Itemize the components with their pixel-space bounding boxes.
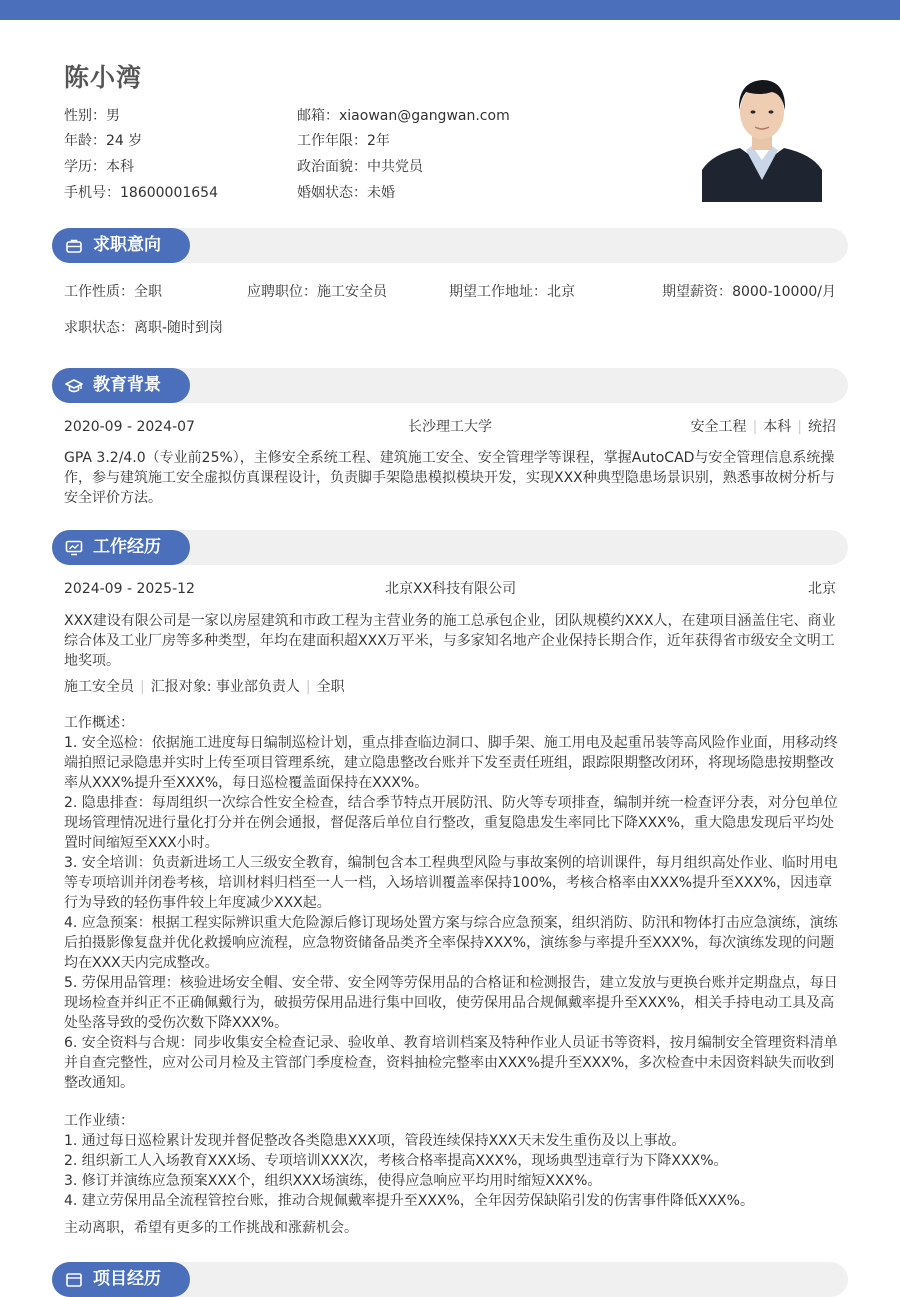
tag-separator: | (140, 679, 145, 695)
overview-item: 5. 劳保用品管理：核验进场安全帽、安全带、安全网等劳保用品的合格证和检测报告，建立发放与更换台账并定期盘点，每日现场检查并纠正不正确佩戴行为，破损劳保用品进行集中回收，使劳保用品合规佩戴率提升至XXX%，相关手持电动工具及高处坠落导致的受伤次数下降XXX%。 (64, 975, 838, 1031)
profile-photo (702, 70, 822, 202)
job-nature-value: 全职 (134, 284, 162, 300)
project-section-tab (52, 1262, 190, 1297)
company-name: 北京XX科技有限公司 (385, 581, 517, 597)
job-status-label: 求职状态： (64, 320, 134, 336)
applied-position-row (247, 283, 387, 301)
achievement-item: 1. 通过每日巡检累计发现并督促整改各类隐患XXX项，管段连续保持XXX天未发生重伤及以上事故。 (64, 1133, 686, 1149)
applied-position-value: 施工安全员 (317, 284, 387, 300)
work-overview-title: 工作概述： (64, 715, 134, 731)
overview-item: 6. 安全资料与合规：同步收集安全检查记录、验收单、教育培训档案及特种作业人员证书等资料，按月编制安全管理资料清单并自查完整性，应对公司月检及主管部门季度检查，资料抽检完整率由XXX%提升至XXX%，多次检查中未因资料缺失而收到整改通知。 (64, 1035, 838, 1091)
education-description: GPA 3.2/4.0（专业前25%），主修安全系统工程、建筑施工安全、安全管理学等课程，掌握AutoCAD与安全管理信息系统操作，参与建筑施工安全虚拟仿真课程设计，负责脚手架隐患模拟模块开发，实现XXX种典型隐患场景识别，熟悉事故树分析与安全评价方法。 (64, 450, 835, 506)
role-tag: 施工安全员 (64, 679, 134, 695)
top-accent-bar (0, 0, 900, 20)
overview-item: 1. 安全巡检：依据施工进度每日编制巡检计划，重点排查临边洞口、脚手架、施工用电及起重吊装等高风险作业面，用移动终端拍照记录隐患并实时上传至项目管理系统，建立隐患整改台账并下发至责任班组，跟踪限期整改闭环，将现场隐患按期整改率从XXX%提升至XXX%，每日巡检覆盖面保持在XXX%。 (64, 735, 838, 791)
applied-position-label: 应聘职位： (247, 284, 317, 300)
company-intro: XXX建设有限公司是一家以房屋建筑和市政工程为主营业务的施工总承包企业，团队规模约XXX人，在建项目涵盖住宅、商业综合体及工业厂房等多种类型，年均在建面积超XXX万平米，与多家知名地产企业保持长期合作，近年获得省市级安全文明工地奖项。 (64, 613, 836, 669)
work-section-title: 工作经历 (93, 537, 161, 557)
intent-section-title: 求职意向 (93, 235, 161, 255)
project-section-title: 项目经历 (93, 1269, 161, 1289)
gender-row (64, 107, 120, 125)
major-tag: 安全工程 (690, 419, 747, 435)
work-city: 北京 (808, 581, 836, 597)
overview-item: 2. 隐患排查：每周组织一次综合性安全检查，结合季节特点开展防汛、防火等专项排查，编制并统一检查评分表，对分包单位现场管理情况进行量化打分并在例会通报，督促落后单位自行整改，重复隐患发生率同比下降XXX%，重大隐患发现后平均处置时间缩短至XXX小时。 (64, 795, 838, 851)
work-overview (64, 713, 840, 1093)
job-nature-label: 工作性质： (64, 284, 134, 300)
work-section-tab (52, 530, 190, 565)
achievement-item: 4. 建立劳保用品全流程管控台账，推动合规佩戴率提升至XXX%，全年因劳保缺陷引发的伤害事件降低XXX%。 (64, 1193, 754, 1209)
work-achievements-list (64, 1131, 840, 1211)
education-tags (691, 418, 836, 436)
work-section-header (52, 530, 848, 565)
work-role-tags (64, 678, 345, 696)
work-achievements-title: 工作业绩： (64, 1113, 134, 1129)
education-level-label: 学历： (64, 159, 106, 175)
years-label: 工作年限： (297, 133, 367, 149)
expected-salary-value: 8000-10000/月 (732, 284, 836, 300)
school-name: 长沙理工大学 (408, 419, 492, 435)
education-section-tab (52, 368, 190, 403)
leave-reason: 主动离职，希望有更多的工作挑战和涨薪机会。 (64, 1220, 358, 1236)
political-value: 中共党员 (367, 159, 423, 175)
expected-location-row (449, 283, 575, 301)
intent-section-tab (52, 228, 190, 263)
tag-separator: | (797, 419, 802, 435)
intent-section-header (52, 228, 848, 263)
degree-tag: 本科 (763, 419, 792, 435)
political-label: 政治面貌： (297, 159, 367, 175)
report-to-tag: 汇报对象: 事业部负责人 (150, 679, 300, 695)
years-value: 2年 (367, 133, 390, 149)
enroll-tag: 统招 (808, 419, 836, 435)
years-row (297, 132, 390, 150)
overview-item: 4. 应急预案：根据工程实际辨识重大危险源后修订现场处置方案与综合应急预案，组织消防、防汛和物体打击应急演练，演练后拍摄影像复盘并优化救援响应流程，应急物资储备品类齐全率保持XXX%，演练参与率提升至XXX%，每次演练发现的问题均在XXX天内完成整改。 (64, 915, 838, 971)
overview-item: 3. 安全培训：负责新进场工人三级安全教育，编制包含本工程典型风险与事故案例的培训课件，每月组织高处作业、临时用电等专项培训并闭卷考核，培训材料归档至一人一档，入场培训覆盖率保持100%，考核合格率由XXX%提升至XXX%，因违章行为导致的轻伤事件较上年度减少XXX起。 (64, 855, 838, 911)
phone-value: 18600001654 (120, 185, 218, 201)
education-level-value: 本科 (106, 159, 134, 175)
marital-value: 未婚 (367, 185, 395, 201)
work-achievements (64, 1111, 840, 1211)
achievement-item: 2. 组织新工人入场教育XXX场、专项培训XXX次，考核合格率提高XXX%，现场典型违章行为下降XXX%。 (64, 1153, 728, 1169)
marital-label: 婚姻状态： (297, 185, 367, 201)
project-icon (65, 1271, 83, 1289)
gender-value: 男 (106, 108, 120, 124)
project-section-header (52, 1262, 848, 1297)
achievement-item: 3. 修订并演练应急预案XXX个，组织XXX场演练，使得应急响应平均用时缩短XXX%。 (64, 1173, 602, 1189)
briefcase-icon (65, 237, 83, 255)
education-period: 2020-09 - 2024-07 (64, 419, 195, 435)
education-section-title: 教育背景 (93, 375, 161, 395)
phone-row (64, 184, 218, 202)
monitor-icon (65, 539, 83, 557)
work-type-tag: 全职 (316, 679, 345, 695)
job-status-value: 离职-随时到岗 (134, 320, 224, 336)
phone-label: 手机号： (64, 185, 120, 201)
expected-salary-label: 期望薪资： (662, 284, 733, 300)
gender-label: 性别： (64, 108, 106, 124)
age-row (64, 132, 142, 150)
email-value: xiaowan@gangwan.com (339, 108, 510, 124)
email-label: 邮箱： (297, 108, 339, 124)
political-row (297, 158, 423, 176)
tag-separator: | (752, 419, 758, 435)
expected-location-value: 北京 (547, 284, 575, 300)
candidate-name: 陈小湾 (64, 63, 143, 92)
job-nature-row (64, 283, 162, 301)
expected-location-label: 期望工作地址： (449, 284, 547, 300)
work-period: 2024-09 - 2025-12 (64, 581, 195, 597)
job-status-row (64, 319, 223, 337)
graduation-cap-icon (65, 377, 83, 395)
tag-separator: | (305, 679, 311, 695)
work-overview-list (64, 733, 840, 1093)
expected-salary-row (662, 283, 836, 301)
marital-row (297, 184, 395, 202)
age-value: 24 岁 (106, 133, 143, 149)
education-section-header (52, 368, 848, 403)
email-row (297, 107, 510, 125)
education-level-row (64, 158, 134, 176)
age-label: 年龄： (64, 133, 106, 149)
